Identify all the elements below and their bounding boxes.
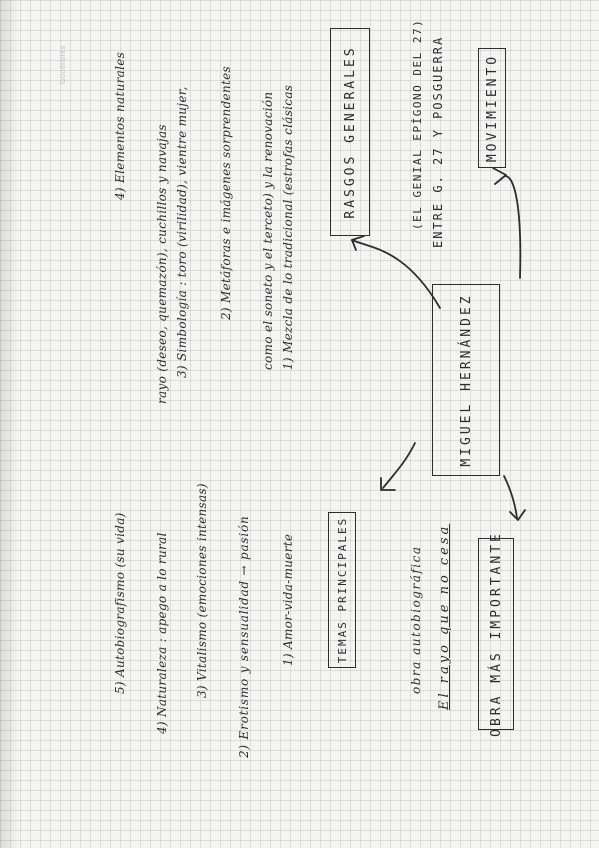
movimiento-title: MOVIMIENTO: [484, 53, 500, 163]
rasgos-generales-box: [330, 28, 370, 236]
arrow-to-obra-head: [510, 510, 525, 520]
movimiento-line-1: ENTRE G. 27 Y POSGUERRA: [431, 35, 445, 248]
temas-item-4: 4) Naturaleza : apego a lo rural: [155, 532, 169, 734]
rasgos-item-3a: 3) Simbología : toro (virilidad), vientre mujer,: [175, 86, 189, 378]
obra-work-title: El rayo que no cesa: [437, 523, 452, 710]
rasgos-item-2: 2) Metáforas e imágenes sorprendentes: [219, 66, 233, 320]
rasgos-title: RASGOS GENERALES: [342, 45, 358, 219]
rasgos-item-1a: 1) Mezcla de lo tradicional (estrofas clásicas: [281, 84, 295, 370]
arrow-to-temas: [383, 443, 415, 488]
temas-title: TEMAS PRINCIPALES: [335, 516, 349, 664]
goodnotes-watermark: Goodnotes: [60, 45, 67, 84]
arrow-to-movimiento: [505, 176, 520, 278]
arrow-to-movimiento-head: [493, 168, 506, 184]
central-box-miguel-hernandez: [432, 284, 500, 476]
central-title: MIGUEL HERNÁNDEZ: [458, 293, 474, 467]
rasgos-item-1b: como el soneto y el terceto) y la renovación: [261, 91, 275, 370]
obra-note: obra autobiográfica: [409, 545, 423, 694]
arrow-to-rasgos: [352, 240, 440, 308]
movimiento-line-2: (EL GENIAL EPÍGONO DEL 27): [411, 18, 424, 230]
movimiento-box: [478, 48, 506, 168]
temas-item-1: 1) Amor-vida-muerte: [281, 533, 295, 666]
temas-item-2: 2) Erotismo y sensualidad → pasión: [237, 515, 251, 758]
temas-principales-box: [328, 512, 356, 668]
rasgos-item-3b: rayo (deseo, quemazón), cuchillos y navajas: [155, 124, 169, 404]
obra-box: [478, 531, 514, 737]
obra-title: OBRA MÁS IMPORTANTE: [488, 531, 504, 737]
temas-item-5: 5) Autobiografismo (su vida): [113, 512, 127, 694]
temas-item-3: 3) Vitalismo (emociones intensas): [195, 483, 209, 698]
rasgos-item-4: 4) Elementos naturales: [113, 51, 127, 200]
